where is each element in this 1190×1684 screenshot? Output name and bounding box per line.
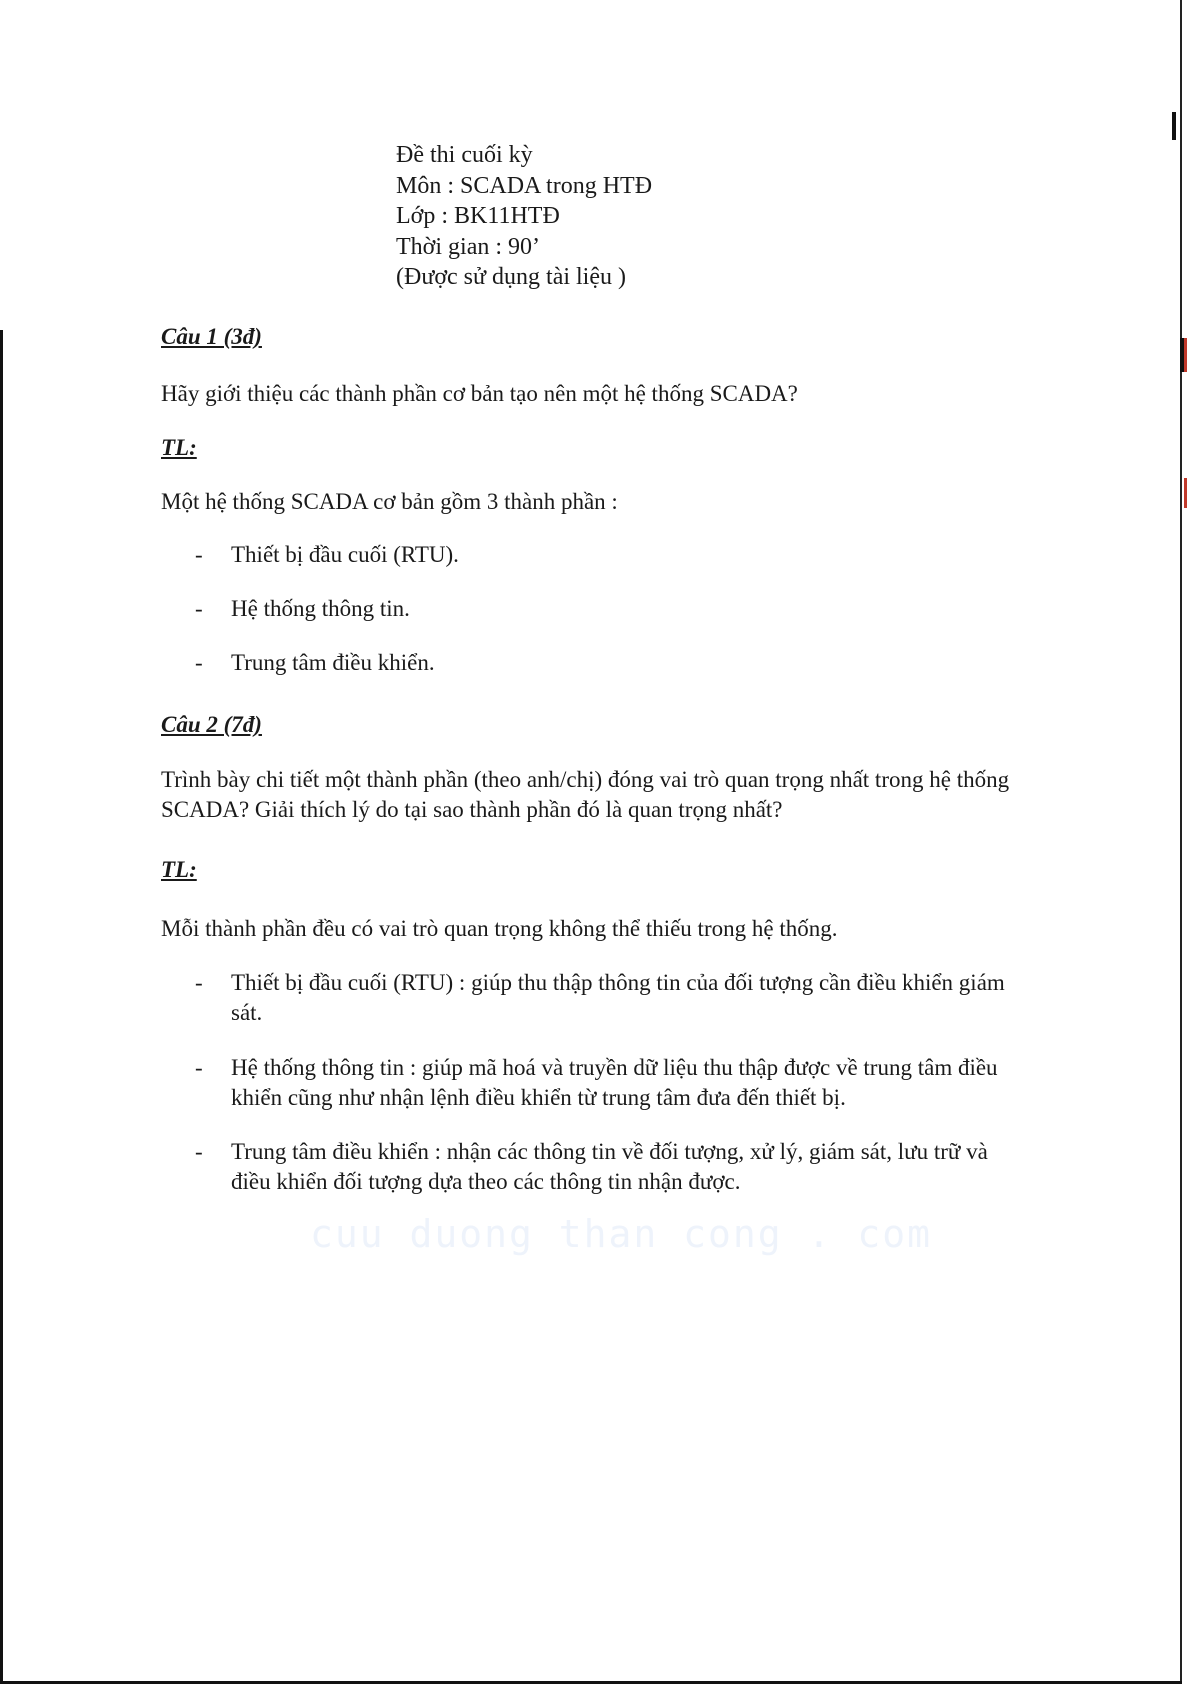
list-item-text: Thiết bị đầu cuối (RTU).	[231, 542, 459, 567]
list-item	[195, 648, 1025, 678]
answer-2-intro: Mỗi thành phần đều có vai trò quan trọng không thể thiếu trong hệ thống.	[161, 916, 838, 941]
bullet-dash: -	[195, 1055, 203, 1080]
answer-2-label: TL:	[161, 857, 197, 882]
scan-mark	[1184, 478, 1187, 508]
bullet-dash: -	[195, 1139, 203, 1164]
list-item	[195, 594, 1025, 624]
bullet-dash: -	[195, 596, 203, 621]
list-item-text: Hệ thống thông tin : giúp mã hoá và truyền dữ liệu thu thập được về trung tâm điều khiển cũng như nhận lệnh điều khiển từ trung tâm đưa đến thiết bị.	[231, 1055, 998, 1110]
list-item	[195, 540, 1025, 570]
scan-mark	[1184, 338, 1187, 372]
bullet-dash: -	[195, 650, 203, 675]
scan-edge-right	[1180, 0, 1182, 1684]
exam-title: Đề thi cuối kỳ	[396, 142, 533, 168]
scan-mark	[1172, 112, 1176, 140]
question-1-title: Câu 1 (3đ)	[161, 324, 262, 349]
exam-subject: Môn : SCADA trong HTĐ	[396, 172, 653, 199]
list-item	[195, 968, 1025, 1028]
question-2-title: Câu 2 (7đ)	[161, 712, 262, 737]
answer-1-label: TL:	[161, 435, 197, 460]
list-item-text: Trung tâm điều khiển.	[231, 650, 435, 675]
watermark: cuu duong than cong . com	[310, 1212, 932, 1256]
exam-note: (Được sử dụng tài liệu )	[396, 264, 626, 290]
exam-class: Lớp : BK11HTĐ	[396, 203, 560, 229]
list-item-text: Trung tâm điều khiển : nhận các thông tin về đối tượng, xử lý, giám sát, lưu trữ và điều khiển đối tượng dựa theo các thông tin nhận được.	[231, 1139, 988, 1194]
list-item-text: Thiết bị đầu cuối (RTU) : giúp thu thập thông tin của đối tượng cần điều khiển giám sát.	[231, 970, 1005, 1025]
exam-time: Thời gian : 90’	[396, 233, 540, 260]
list-item	[195, 1053, 1025, 1113]
question-1-text: Hãy giới thiệu các thành phần cơ bản tạo nên một hệ thống SCADA?	[161, 381, 798, 406]
list-item-text: Hệ thống thông tin.	[231, 596, 410, 621]
question-2-text: Trình bày chi tiết một thành phần (theo anh/chị) đóng vai trò quan trọng nhất trong hệ thống SCADA? Giải thích lý do tại sao thành phần đó là quan trọng nhất?	[161, 767, 1010, 822]
exam-header	[396, 140, 652, 293]
scan-edge-left	[0, 330, 3, 1684]
bullet-dash: -	[195, 970, 203, 995]
answer-1-intro: Một hệ thống SCADA cơ bản gồm 3 thành phần :	[161, 489, 618, 514]
list-item	[195, 1137, 1025, 1197]
bullet-dash: -	[195, 542, 203, 567]
